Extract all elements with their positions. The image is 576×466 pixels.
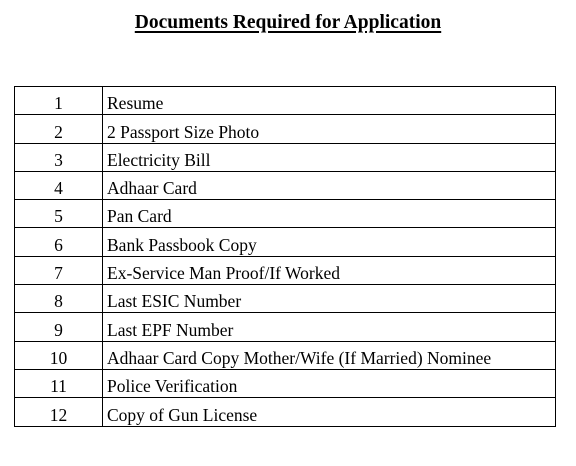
document-number: 6 — [15, 228, 103, 256]
table-row — [15, 285, 556, 313]
document-number: 2 — [15, 115, 103, 143]
table-row — [15, 115, 556, 143]
table-row — [15, 369, 556, 397]
document-number: 7 — [15, 256, 103, 284]
documents-table-body — [15, 87, 556, 427]
document-name: Electricity Bill — [103, 143, 556, 171]
table-row — [15, 171, 556, 199]
document-number: 10 — [15, 341, 103, 369]
document-name: Adhaar Card — [103, 171, 556, 199]
table-row — [15, 200, 556, 228]
document-name: Last EPF Number — [103, 313, 556, 341]
document-number: 5 — [15, 200, 103, 228]
documents-table — [14, 86, 556, 427]
document-number: 3 — [15, 143, 103, 171]
document-number: 12 — [15, 398, 103, 426]
table-row — [15, 228, 556, 256]
table-row — [15, 87, 556, 115]
document-name: Ex-Service Man Proof/If Worked — [103, 256, 556, 284]
document-number: 1 — [15, 87, 103, 115]
table-row — [15, 256, 556, 284]
table-row — [15, 398, 556, 426]
document-name: 2 Passport Size Photo — [103, 115, 556, 143]
document-name: Last ESIC Number — [103, 285, 556, 313]
document-name: Copy of Gun License — [103, 398, 556, 426]
document-name: Resume — [103, 87, 556, 115]
document-number: 9 — [15, 313, 103, 341]
document-number: 11 — [15, 369, 103, 397]
table-row — [15, 143, 556, 171]
page-title: Documents Required for Application — [134, 12, 442, 33]
document-name: Adhaar Card Copy Mother/Wife (If Married) Nominee — [103, 341, 556, 369]
document-name: Bank Passbook Copy — [103, 228, 556, 256]
document-number: 8 — [15, 285, 103, 313]
document-name: Pan Card — [103, 200, 556, 228]
table-row — [15, 341, 556, 369]
table-row — [15, 313, 556, 341]
document-name: Police Verification — [103, 369, 556, 397]
document-number: 4 — [15, 171, 103, 199]
